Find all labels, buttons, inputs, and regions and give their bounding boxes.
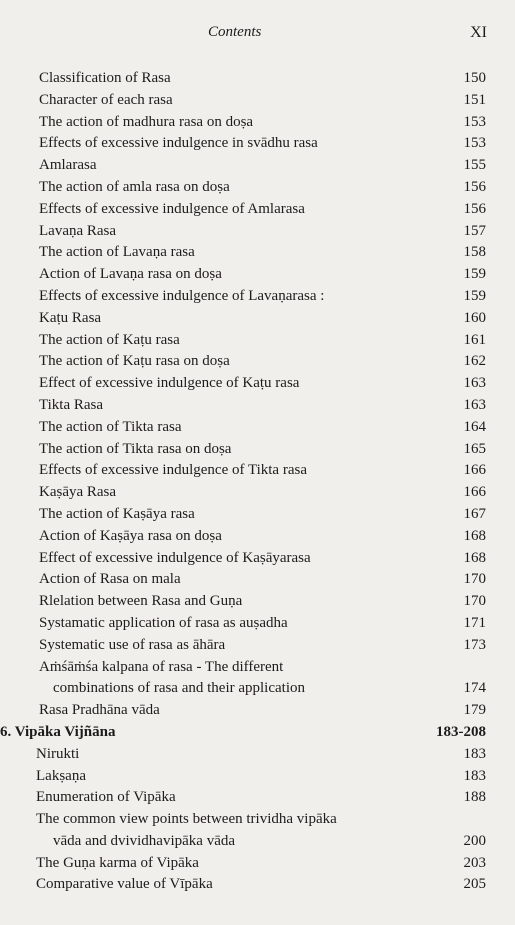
- toc-entry-page: 163: [463, 396, 486, 413]
- toc-entry-page: 168: [463, 527, 486, 544]
- toc-entry-page: 171: [463, 614, 486, 631]
- toc-entry-page: 188: [463, 789, 486, 806]
- toc-entry: [0, 657, 515, 679]
- toc-entry-page: 165: [463, 440, 486, 457]
- toc-entry-page: 166: [463, 462, 486, 479]
- toc-entry-page: 183: [463, 767, 486, 784]
- toc-entry-page: 205: [463, 876, 486, 893]
- toc-entry-title: Action of Rasa on mala: [39, 571, 181, 588]
- toc-entry-page: 159: [463, 266, 486, 283]
- toc-entry-title: Tikta Rasa: [39, 396, 104, 413]
- toc-entry: [0, 417, 515, 439]
- toc-entry-title: Kaṣāya Rasa: [39, 484, 117, 501]
- toc-entry-title: Nirukti: [36, 745, 80, 762]
- toc-entry-page: 174: [463, 680, 486, 697]
- toc-entry-page: 183-208: [436, 723, 486, 740]
- toc-entry-title: The action of Kaṭu rasa on doṣa: [39, 353, 230, 370]
- toc-entry-page: 158: [463, 244, 486, 261]
- toc-entry-title: Classification of Rasa: [39, 70, 171, 86]
- toc-entry-title: The action of amla rasa on doṣa: [39, 178, 230, 195]
- toc-entry: [0, 569, 515, 591]
- toc-chapter-row: [0, 722, 515, 744]
- toc-entry-title: Systematic use of rasa as āhāra: [39, 636, 226, 653]
- toc-entry-title: Rasa Pradhāna vāda: [39, 702, 160, 719]
- toc-entry-page: 203: [463, 854, 486, 871]
- toc-entry-title: Effects of excessive indulgence of Tikta rasa: [39, 462, 307, 479]
- toc-entry-page: 164: [463, 418, 486, 435]
- toc-entry-title: The action of Lavaṇa rasa: [39, 244, 195, 261]
- toc-entry: [0, 700, 515, 722]
- toc-entry: [0, 112, 515, 134]
- toc-entry-title: Amlarasa: [39, 157, 97, 174]
- toc-entry-title: Lavaṇa Rasa: [39, 222, 117, 239]
- toc-entry-page: 200: [463, 832, 486, 849]
- toc-entry-title: Systamatic application of rasa as auṣadha: [39, 614, 288, 631]
- toc-entry-page: 153: [463, 113, 486, 130]
- toc-entry-page: 173: [463, 636, 486, 653]
- toc-entry-title: The action of madhura rasa on doṣa: [39, 113, 254, 130]
- toc-entry-title: Effect of excessive indulgence of Kaṭu rasa: [39, 375, 300, 392]
- toc-entry-title: Kaṭu Rasa: [39, 309, 102, 326]
- toc-entry-title: 6. Vipāka Vijñāna: [0, 723, 116, 740]
- table-of-contents: [0, 68, 515, 896]
- toc-entry-page: 160: [463, 309, 486, 326]
- toc-entry-title: The action of Tikta rasa on doṣa: [39, 440, 232, 457]
- toc-entry: [0, 744, 515, 766]
- toc-entry-page: 157: [463, 222, 486, 239]
- toc-entry: [0, 373, 515, 395]
- toc-entry-title: Effects of excessive indulgence of Amlarasa: [39, 200, 305, 217]
- toc-entry: [0, 90, 515, 112]
- toc-entry-title: The common view points between trividha vipāka: [36, 811, 337, 828]
- toc-entry: [0, 395, 515, 417]
- toc-entry-page: 161: [463, 331, 486, 348]
- toc-entry-page: 159: [463, 287, 486, 304]
- toc-entry-page: 155: [463, 157, 486, 174]
- toc-entry: [0, 68, 515, 90]
- toc-entry-title: Aṁśāṁśa kalpana of rasa - The different: [39, 658, 284, 675]
- toc-entry-title: Rlelation between Rasa and Guṇa: [39, 593, 243, 610]
- toc-entry: [0, 155, 515, 177]
- toc-entry-title: The Guṇa karma of Vipāka: [36, 854, 199, 871]
- page-number-roman: XI: [470, 24, 487, 41]
- toc-entry-title: Action of Kaṣāya rasa on doṣa: [39, 527, 222, 544]
- toc-entry: [0, 133, 515, 155]
- toc-entry-page: 163: [463, 375, 486, 392]
- toc-entry: [0, 330, 515, 352]
- toc-entry-page: 168: [463, 549, 486, 566]
- toc-entry-title: combinations of rasa and their application: [53, 680, 306, 697]
- toc-entry: [0, 787, 515, 809]
- toc-entry-title: Effect of excessive indulgence of Kaṣāyarasa: [39, 549, 311, 566]
- toc-entry: [0, 874, 515, 896]
- toc-entry-title: Lakṣaṇa: [36, 767, 86, 784]
- toc-entry: [0, 809, 515, 831]
- toc-entry-title: Effects of excessive indulgence of Lavaṇarasa :: [39, 287, 325, 304]
- toc-entry-page: 166: [463, 484, 486, 501]
- toc-entry-title: Action of Lavaṇa rasa on doṣa: [39, 266, 222, 283]
- toc-entry-page: 156: [463, 178, 486, 195]
- toc-entry-page: 183: [463, 745, 486, 762]
- toc-entry-page: 156: [463, 200, 486, 217]
- toc-entry-page: 179: [463, 702, 486, 719]
- toc-entry: [0, 242, 515, 264]
- toc-entry: [0, 548, 515, 570]
- toc-entry: [0, 199, 515, 221]
- toc-entry: [0, 853, 515, 875]
- toc-entry-title: The action of Kaṣāya rasa: [39, 505, 195, 522]
- toc-entry: [0, 831, 515, 853]
- toc-entry-page: 170: [463, 571, 486, 588]
- toc-entry: [0, 177, 515, 199]
- toc-entry: [0, 613, 515, 635]
- toc-entry-page: 153: [463, 135, 486, 152]
- toc-entry: [0, 635, 515, 657]
- toc-entry: [0, 766, 515, 788]
- toc-entry: [0, 351, 515, 373]
- toc-entry: [0, 264, 515, 286]
- toc-entry: [0, 308, 515, 330]
- toc-entry-page: 162: [463, 353, 486, 370]
- toc-entry-page: 150: [463, 70, 486, 86]
- toc-entry: [0, 504, 515, 526]
- toc-entry-title: Character of each rasa: [39, 91, 173, 108]
- toc-entry-page: 170: [463, 593, 486, 610]
- toc-entry: [0, 591, 515, 613]
- toc-entry: [0, 439, 515, 461]
- toc-entry-title: The action of Tikta rasa: [39, 418, 182, 435]
- toc-entry-page: 151: [463, 91, 486, 108]
- toc-entry-title: Comparative value of Vīpāka: [36, 876, 213, 893]
- page-header: [0, 24, 515, 46]
- toc-entry: [0, 526, 515, 548]
- running-title: Contents: [208, 24, 262, 40]
- toc-entry-page: 167: [463, 505, 486, 522]
- toc-entry: [0, 286, 515, 308]
- toc-entry: [0, 678, 515, 700]
- toc-entry: [0, 460, 515, 482]
- toc-entry-title: vāda and dvividhavipāka vāda: [53, 832, 236, 849]
- toc-entry-title: Enumeration of Vipāka: [36, 789, 176, 806]
- toc-entry-title: The action of Kaṭu rasa: [39, 331, 180, 348]
- toc-entry: [0, 221, 515, 243]
- toc-entry: [0, 482, 515, 504]
- toc-entry-title: Effects of excessive indulgence in svādhu rasa: [39, 135, 318, 152]
